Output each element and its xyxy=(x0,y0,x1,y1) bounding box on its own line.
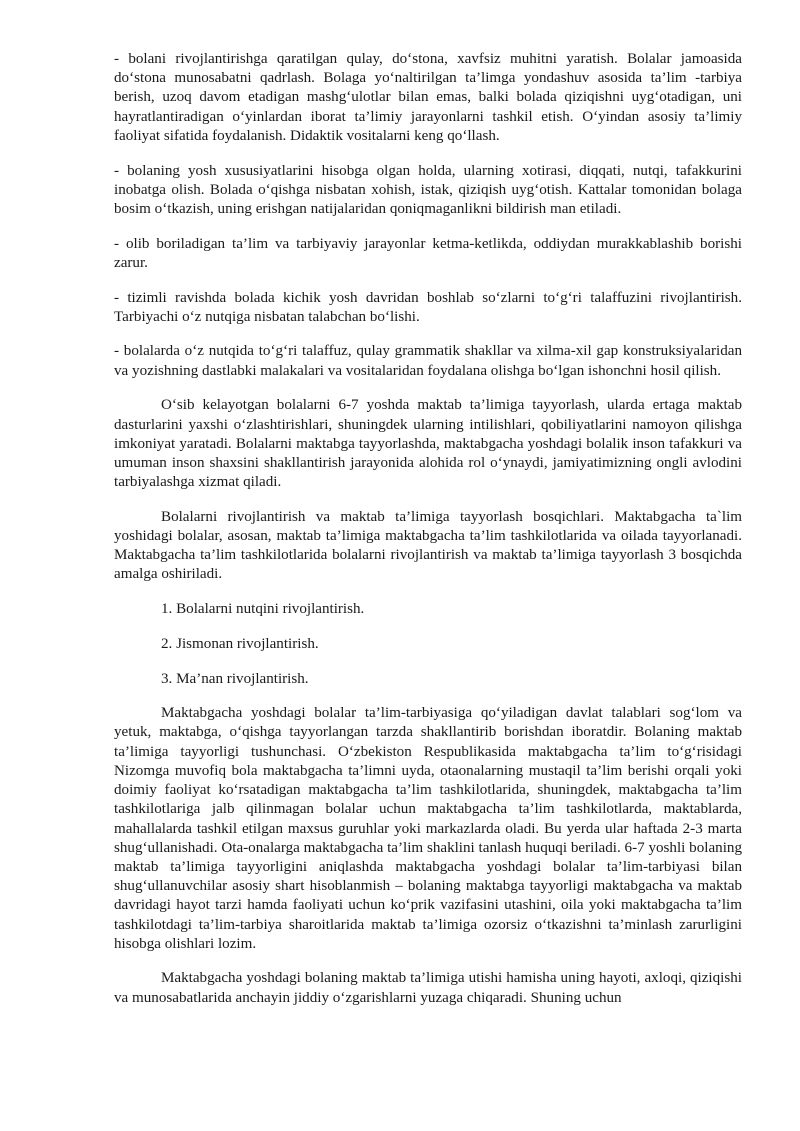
document-page xyxy=(114,50,742,1023)
list-item-speech: 1. Bolalarni nutqini rivojlantirish. xyxy=(161,601,365,618)
paragraph-state-requirements: Maktabgacha yoshdagi bolalar ta’lim-tarbiyasiga qo‘yiladigan davlat talablari sog‘lom va yetuk, maktabga, o‘qishga tayyorlangan tarzda shakllantirib borishdan iboratdir. Bolaning maktab ta’limiga tayyorligi tushunchasi. O‘zbekiston Respublikasida maktabgacha ta’lim to‘g‘risidagi Nizomga muvofiq bola maktabgacha ta’limni uyda, otaonalarning mustaqil ta’lim berishi orqali yoki doimiy faoliyat ko‘rsatadigan maktabgacha ta’lim tashkilotlarida, shuningdek, maktabgacha ta’lim tashkilotlariga jalb qilinmagan bolalar uchun maktabgacha ta’lim tashkilotlarda, maktablarda, mahallalarda tashkil etilgan maxsus guruhlar yoki markazlarda oladi. Bu yerda ular haftada 2-3 marta shug‘ullanishadi. Ota-onalarga maktabgacha ta’lim shaklini tanlash huquqi beriladi. 6-7 yoshli bolaning maktab ta’limiga tayyorligini aniqlashda maktabgacha yoshdagi bolalar ta’lim-tarbiyasi bilan shug‘ullanuvchilar asosiy shart hisoblanmish – bolaning maktabga tayyorligi maktabgacha va maktab davridagi hayot tarzi hamda faoliyati uchun ko‘prik vazifasini utashini, oila yoki maktabgacha ta’lim tashkilotdagi ta’lim-tarbiya sharoitlarida maktab ta’limiga ozorsiz o‘tkazishni ta’minlash zarurligini hisobga olishlari lozim. xyxy=(114,705,742,952)
paragraph-bullet-environment: - bolani rivojlantirishga qaratilgan qulay, do‘stona, xavfsiz muhitni yaratish. Bolalar jamoasida do‘stona munosabatni qadrlash. Bolaga yo‘naltirilgan ta’limga yondashuv asosida ta’lim -tarbiya berish, uzoq davom etadigan mashg‘ulotlar bilan emas, balki bolada qiziqishni uyg‘otadigan, uni hayratlantiradigan o‘yinlardan iborat ta’limiy jarayonlarni tashkil etish. O‘yindan asosiy ta’limiy faoliyat sifatida foydalanish. Didaktik vositalarni keng qo‘llash. xyxy=(114,51,742,144)
list-item-moral: 3. Ma’nan rivojlantirish. xyxy=(161,670,309,687)
paragraph-transition: Maktabgacha yoshdagi bolaning maktab ta’limiga utishi hamisha uning hayoti, axloqi, qiziqishi va munosabatlarida anchayin jiddiy o‘zgarishlarni yuzaga chiqaradi. Shuning uchun xyxy=(114,970,742,1006)
paragraph-school-preparation: O‘sib kelayotgan bolalarni 6-7 yoshda maktab ta’limiga tayyorlash, ularda ertaga maktab dasturlarini yaxshi o‘zlashtirishlari, shuningdek ularning intilishlari, qobiliyatlarini namoyon qilishga imkoniyat yaratadi. Bolalarni maktabga tayyorlashda, maktabgacha yoshdagi bolalik inson tafakkuri va umuman inson shaxsini shakllantirish jarayonida alohida rol o‘ynaydi, jamiyatimizning ongli avlodini tarbiyalashga xizmat qiladi. xyxy=(114,397,742,491)
paragraph-bullet-pronunciation: - tizimli ravishda bolada kichik yosh davridan boshlab so‘zlarni to‘g‘ri talaffuzini rivojlantirish. Tarbiyachi o‘z nutqiga nisbatan talabchan bo‘lishi. xyxy=(114,289,742,325)
paragraph-bullet-sequence: - olib boriladigan ta’lim va tarbiyaviy jarayonlar ketma-ketlikda, oddiydan murakkablashib borishi zarur. xyxy=(114,235,742,271)
list-item-physical: 2. Jismonan rivojlantirish. xyxy=(161,635,319,652)
paragraph-bullet-age-features: - bolaning yosh xususiyatlarini hisobga olgan holda, ularning xotirasi, diqqati, nutqi, tafakkurini inobatga olish. Bolada o‘qishga nisbatan xohish, istak, qiziqish uyg‘otish. Kattalar tomonidan bolaga bosim o‘tkazish, uning erishgan natijalaridan qoniqmaganlikni bildirish man etiladi. xyxy=(114,162,742,217)
paragraph-preparation-stages: Bolalarni rivojlantirish va maktab ta’limiga tayyorlash bosqichlari. Maktabgacha ta`lim yoshidagi bolalar, asosan, maktab ta’limiga maktabgacha ta’lim tashkilotlarida va oilada tayyorlanadi. Maktabgacha ta’lim tashkilotlarida bolalarni rivojlantirish va maktab ta’limiga tayyorlash 3 bosqichda amalga oshiriladi. xyxy=(114,508,742,583)
paragraph-bullet-grammar: - bolalarda o‘z nutqida to‘g‘ri talaffuz, qulay grammatik shakllar va xilma-xil gap konstruksiyalaridan va yozishning dastlabki malakalari va vositalaridan foydalana olishga bo‘lgan ishonchni hosil qilish. xyxy=(114,343,742,379)
